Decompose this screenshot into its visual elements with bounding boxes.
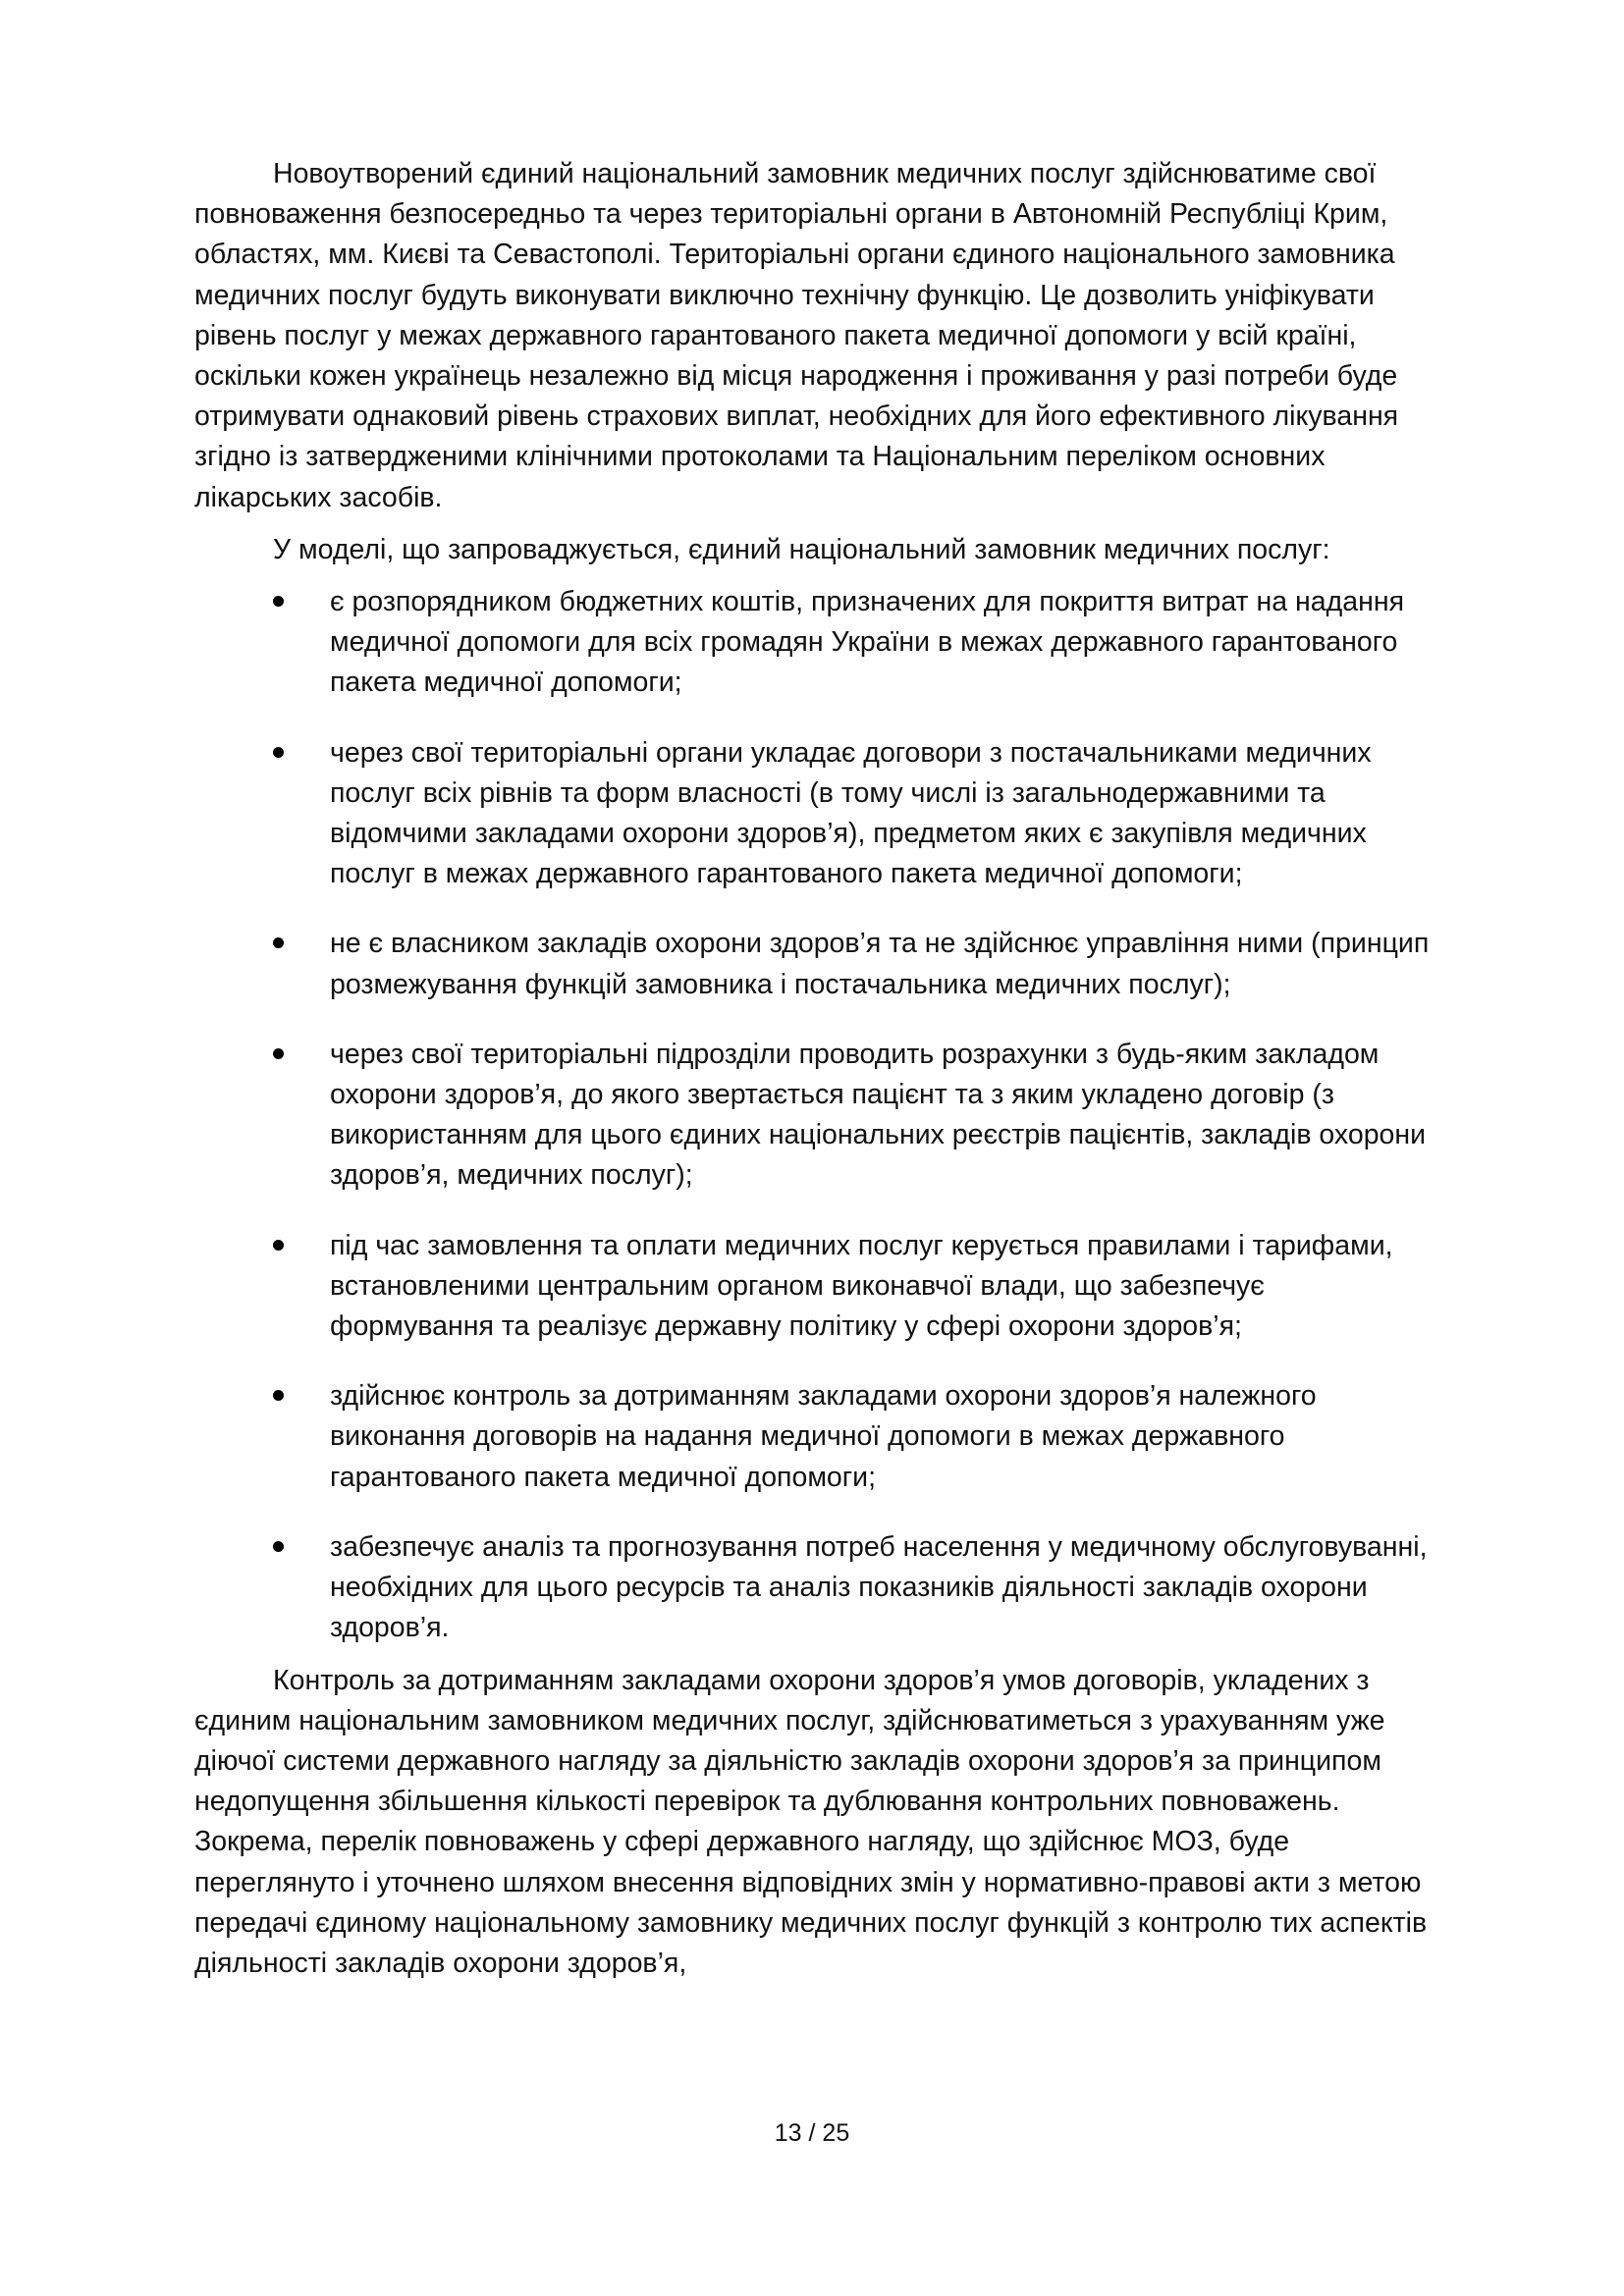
list-item	[194, 733, 1434, 895]
list-item-text: через свої територіальні органи укладає договори з постачальниками медичних послуг всіх рівнів та форм власності (в тому числі із загальнодержавними та відомчими закладами охорони здоров’я), предметом яких є закупівля медичних послуг в межах державного гарантованого пакета медичної допомоги;	[330, 736, 1372, 890]
paragraph-national-purchaser: Новоутворений єдиний національний замовник медичних послуг здійснюватиме свої повноваження безпосередньо та через територіальні органи в Автономній Республіці Крим, областях, мм. Києві та Севастополі. Територіальні органи єдиного національного замовника медичних послуг будуть виконувати виключно технічну функцію. Це дозволить уніфікувати рівень послуг у межах державного гарантованого пакета медичної допомоги у всій країні, оскільки кожен українець незалежно від місця народження і проживання у разі потреби буде отримувати однаковий рівень страхових виплат, необхідних для його ефективного лікування згідно із затвердженими клінічними протоколами та Національним переліком основних лікарських засобів.	[194, 158, 1399, 513]
bullet-icon	[273, 1541, 284, 1552]
bullet-icon	[273, 1240, 284, 1251]
page-number: 13 / 25	[774, 2119, 850, 2147]
page-content	[194, 154, 1434, 1996]
list-item	[194, 1035, 1434, 1197]
purchaser-functions-list	[194, 582, 1434, 1648]
list-item-text: забезпечує аналіз та прогнозування потреб населення у медичному обслуговуванні, необхідних для цього ресурсів та аналіз показників діяльності закладів охорони здоров’я.	[330, 1530, 1428, 1644]
list-item	[194, 1226, 1434, 1348]
paragraph-model-intro: У моделі, що запроваджується, єдиний національний замовник медичних послуг:	[273, 533, 1330, 565]
list-item	[194, 582, 1434, 704]
paragraph-contract-control: Контроль за дотриманням закладами охорони здоров’я умов договорів, укладених з єдиним національним замовником медичних послуг, здійснюватиметься з урахуванням уже діючої системи державного нагляду за діяльністю закладів охорони здоров’я за принципом недопущення збільшення кількості перевірок та дублювання контрольних повноважень. Зокрема, перелік повноважень у сфері державного нагляду, що здійснює МОЗ, буде переглянуто і уточнено шляхом внесення відповідних змін у нормативно-правові акти з метою передачі єдиному національному замовнику медичних послуг функцій з контролю тих аспектів діяльності закладів охорони здоров’я,	[194, 1664, 1428, 1979]
bullet-icon	[273, 1390, 284, 1401]
list-item-text: здійснює контроль за дотриманням закладами охорони здоров’я належного виконання договорів на надання медичної допомоги в межах державного гарантованого пакета медичної допомоги;	[330, 1380, 1317, 1493]
bullet-icon	[273, 596, 284, 607]
bullet-icon	[273, 1048, 284, 1059]
list-item	[194, 1527, 1434, 1649]
bullet-icon	[273, 747, 284, 758]
list-item-text: під час замовлення та оплати медичних послуг керується правилами і тарифами, встановленими центральним органом виконавчої влади, що забезпечує формування та реалізує державну політику у сфері охорони здоров’я;	[330, 1229, 1393, 1343]
bullet-icon	[273, 937, 284, 948]
list-item-text: не є власником закладів охорони здоров’я та не здійснює управління ними (принцип розмежування функцій замовника і постачальника медичних послуг);	[330, 928, 1430, 1000]
list-item-text: через свої територіальні підрозділи проводить розрахунки з будь-яким закладом охорони здоров’я, до якого звертається пацієнт та з яким укладено договір (з використанням для цього єдиних національних реєстрів пацієнтів, закладів охорони здоров’я, медичних послуг);	[330, 1038, 1427, 1192]
list-item	[194, 1376, 1434, 1498]
list-item-text: є розпорядником бюджетних коштів, призначених для покриття витрат на надання медичної допомоги для всіх громадян України в межах державного гарантованого пакета медичної допомоги;	[330, 586, 1405, 699]
list-item	[194, 924, 1434, 1004]
